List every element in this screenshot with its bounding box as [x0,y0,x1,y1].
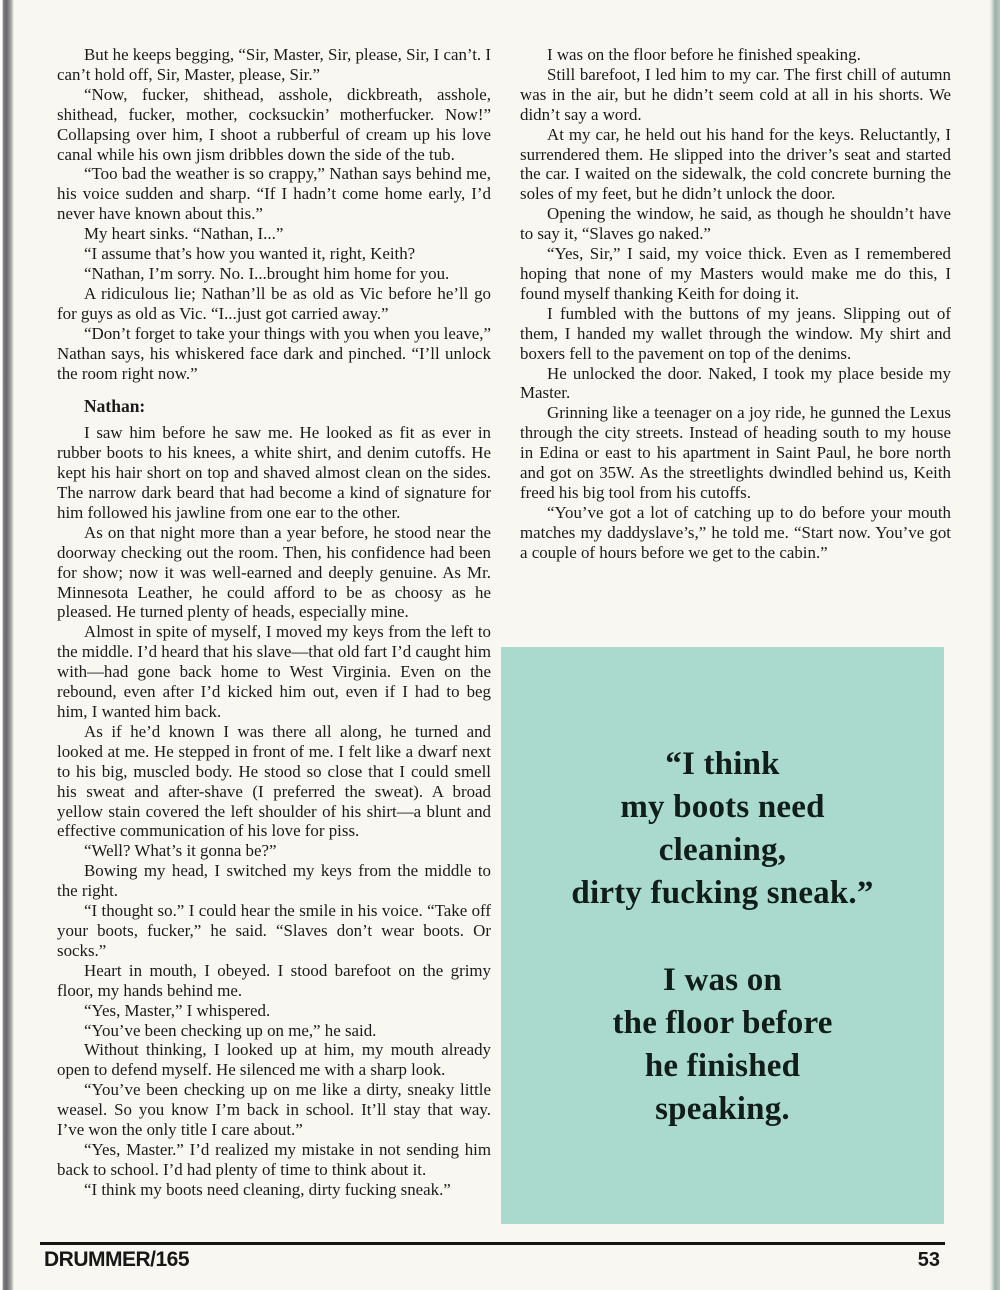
page-number: 53 [917,1249,940,1271]
pull-quote-second [501,959,944,1131]
story-paragraph: A ridiculous lie; Nathan’ll be as old as Vic before he’ll go for guys as old as Vic. “I...just got carried away.” [57,283,491,323]
right-column-text [520,45,951,563]
story-paragraph: “Yes, Master,” I whispered. [84,1000,271,1020]
binding-shadow [0,0,14,1290]
story-paragraph: “Yes, Master.” I’d realized my mistake in not sending him back to school. I’d had plenty of time to think about it. [57,1139,491,1179]
story-paragraph: “Nathan, I’m sorry. No. I...brought him home for you. [84,263,450,283]
left-column-part2 [57,423,491,1199]
pull-quote-box [501,647,944,1224]
footer-rule [40,1242,945,1245]
pull-quote-line: my boots need [620,789,825,825]
pull-quote-line: he finished [644,1048,801,1084]
story-paragraph: “Well? What’s it gonna be?” [84,841,277,861]
story-paragraph: I saw him before he saw me. He looked as fit as ever in rubber boots to his knees, a white shirt, and denim cutoffs. He kept his hair short on top and shaved almost clean on the sides. The narrow dark beard that had become a kind of signature for him followed his jawline from one ear to the other. [57,423,491,522]
story-paragraph: Heart in mouth, I obeyed. I stood barefoot on the grimy floor, my hands behind me. [57,960,491,1000]
story-paragraph: “I thought so.” I could hear the smile in his voice. “Take off your boots, fucker,” he said. “Slaves don’t wear boots. Or socks.” [57,901,491,960]
pull-quote-line: “I think [665,746,780,782]
pull-quote-line: cleaning, [658,832,787,868]
story-paragraph: Bowing my head, I switched my keys from the middle to the right. [57,861,491,901]
story-paragraph: But he keeps begging, “Sir, Master, Sir, please, Sir, I can’t. I can’t hold off, Sir, Master, please, Sir.” [57,45,491,84]
story-paragraph: He unlocked the door. Naked, I took my place beside my Master. [520,363,951,403]
pull-quote-first [501,743,944,915]
story-paragraph: At my car, he held out his hand for the keys. Reluctantly, I surrendered them. He slipped into the driver’s seat and started the car. I waited on the sidewalk, the cold concrete burning the soles of my feet, but he didn’t unlock the door. [520,124,951,204]
story-paragraph: Opening the window, he said, as though he shouldn’t have to say it, “Slaves go naked.” [520,204,951,244]
story-paragraph: As on that night more than a year before, he stood near the doorway checking out the room. Then, his confidence had been for show; now it was well-earned and deeply genuine. As Mr. Minnesota Leather, he could afford to be as choosy as he pleased. He turned plenty of heads, especially mine. [57,522,491,622]
story-paragraph: I was on the floor before he finished speaking. [547,45,861,64]
story-paragraph: “Now, fucker, shithead, asshole, dickbreath, asshole, shithead, fucker, mother, cocksuckin’ motherfucker. Now!” Collapsing over him, I shoot a rubberful of cream up his love canal while his own jism dribbles down the side of the tub. [57,84,491,164]
next-page-edge-shadow [989,0,1000,1290]
story-paragraph: “Yes, Sir,” I said, my voice thick. Even as I remembered hoping that none of my Masters would make me do this, I found myself thanking Keith for doing it. [520,244,951,303]
story-paragraph: “You’ve been checking up on me like a dirty, sneaky little weasel. So you know I’m back in school. It’ll stay that way. I’ve won the only title I care about.” [57,1080,491,1140]
story-paragraph: “Too bad the weather is so crappy,” Nathan says behind me, his voice sudden and sharp. “If I hadn’t come home early, I’d never have known about this.” [57,164,491,224]
journal-issue-label: DRUMMER/165 [44,1248,190,1271]
story-paragraph: “You’ve got a lot of catching up to do before your mouth matches my daddyslave’s,” he told me. “Start now. You’ve got a couple of hours before we get to the cabin.” [520,502,951,562]
pull-quote-line: I was on [663,962,782,998]
story-paragraph: “Don’t forget to take your things with you when you leave,” Nathan says, his whiskered face dark and pinched. “I’ll unlock the room right now.” [57,323,492,383]
section-heading: Nathan: [84,396,146,417]
left-column [57,45,491,1200]
story-paragraph: My heart sinks. “Nathan, I...” [84,224,284,244]
story-paragraph: “You’ve been checking up on me,” he said. [84,1020,377,1040]
story-paragraph: Without thinking, I looked up at him, my mouth already open to defend myself. He silenced me with a sharp look. [57,1040,491,1080]
story-paragraph: Almost in spite of myself, I moved my keys from the left to the middle. I’d heard that his slave—that old fart I’d caught him with—had gone back home to West Virginia. Even on the rebound, even after I’d kicked him out, even if I had to beg him, I wanted him back. [57,622,491,721]
pull-quote-line: speaking. [655,1091,790,1127]
story-paragraph: “I assume that’s how you wanted it, right, Keith? [84,244,416,264]
story-paragraph: As if he’d known I was there all along, he turned and looked at me. He stepped in front of me. I felt like a dwarf next to his big, muscled body. He stood so close that I could smell his sweat and after-shave (I preferred the sweat). A broad yellow stain covered the left shoulder of his shirt—a blunt and effective communication of his love for piss. [57,721,491,841]
story-paragraph: Still barefoot, I led him to my car. The first chill of autumn was in the air, but he didn’t seem cold at all in his shorts. We didn’t say a word. [520,64,951,124]
story-paragraph: Grinning like a teenager on a joy ride, he gunned the Lexus through the city streets. Instead of heading south to my house in Edina or east to his apartment in Saint Paul, he bore north and got on 35W. As the streetlights dwindled behind us, Keith freed his big tool from his cutoffs. [520,403,951,502]
story-paragraph: “I think my boots need cleaning, dirty fucking sneak.” [84,1179,451,1199]
pull-quote-line: the floor before [612,1005,833,1041]
story-paragraph: I fumbled with the buttons of my jeans. Slipping out of them, I handed my wallet through the window. My shirt and boxers fell to the pavement on top of the denims. [520,303,951,363]
left-column-part1 [57,45,491,383]
right-column [520,45,951,563]
pull-quote-line: dirty fucking sneak.” [571,875,874,911]
